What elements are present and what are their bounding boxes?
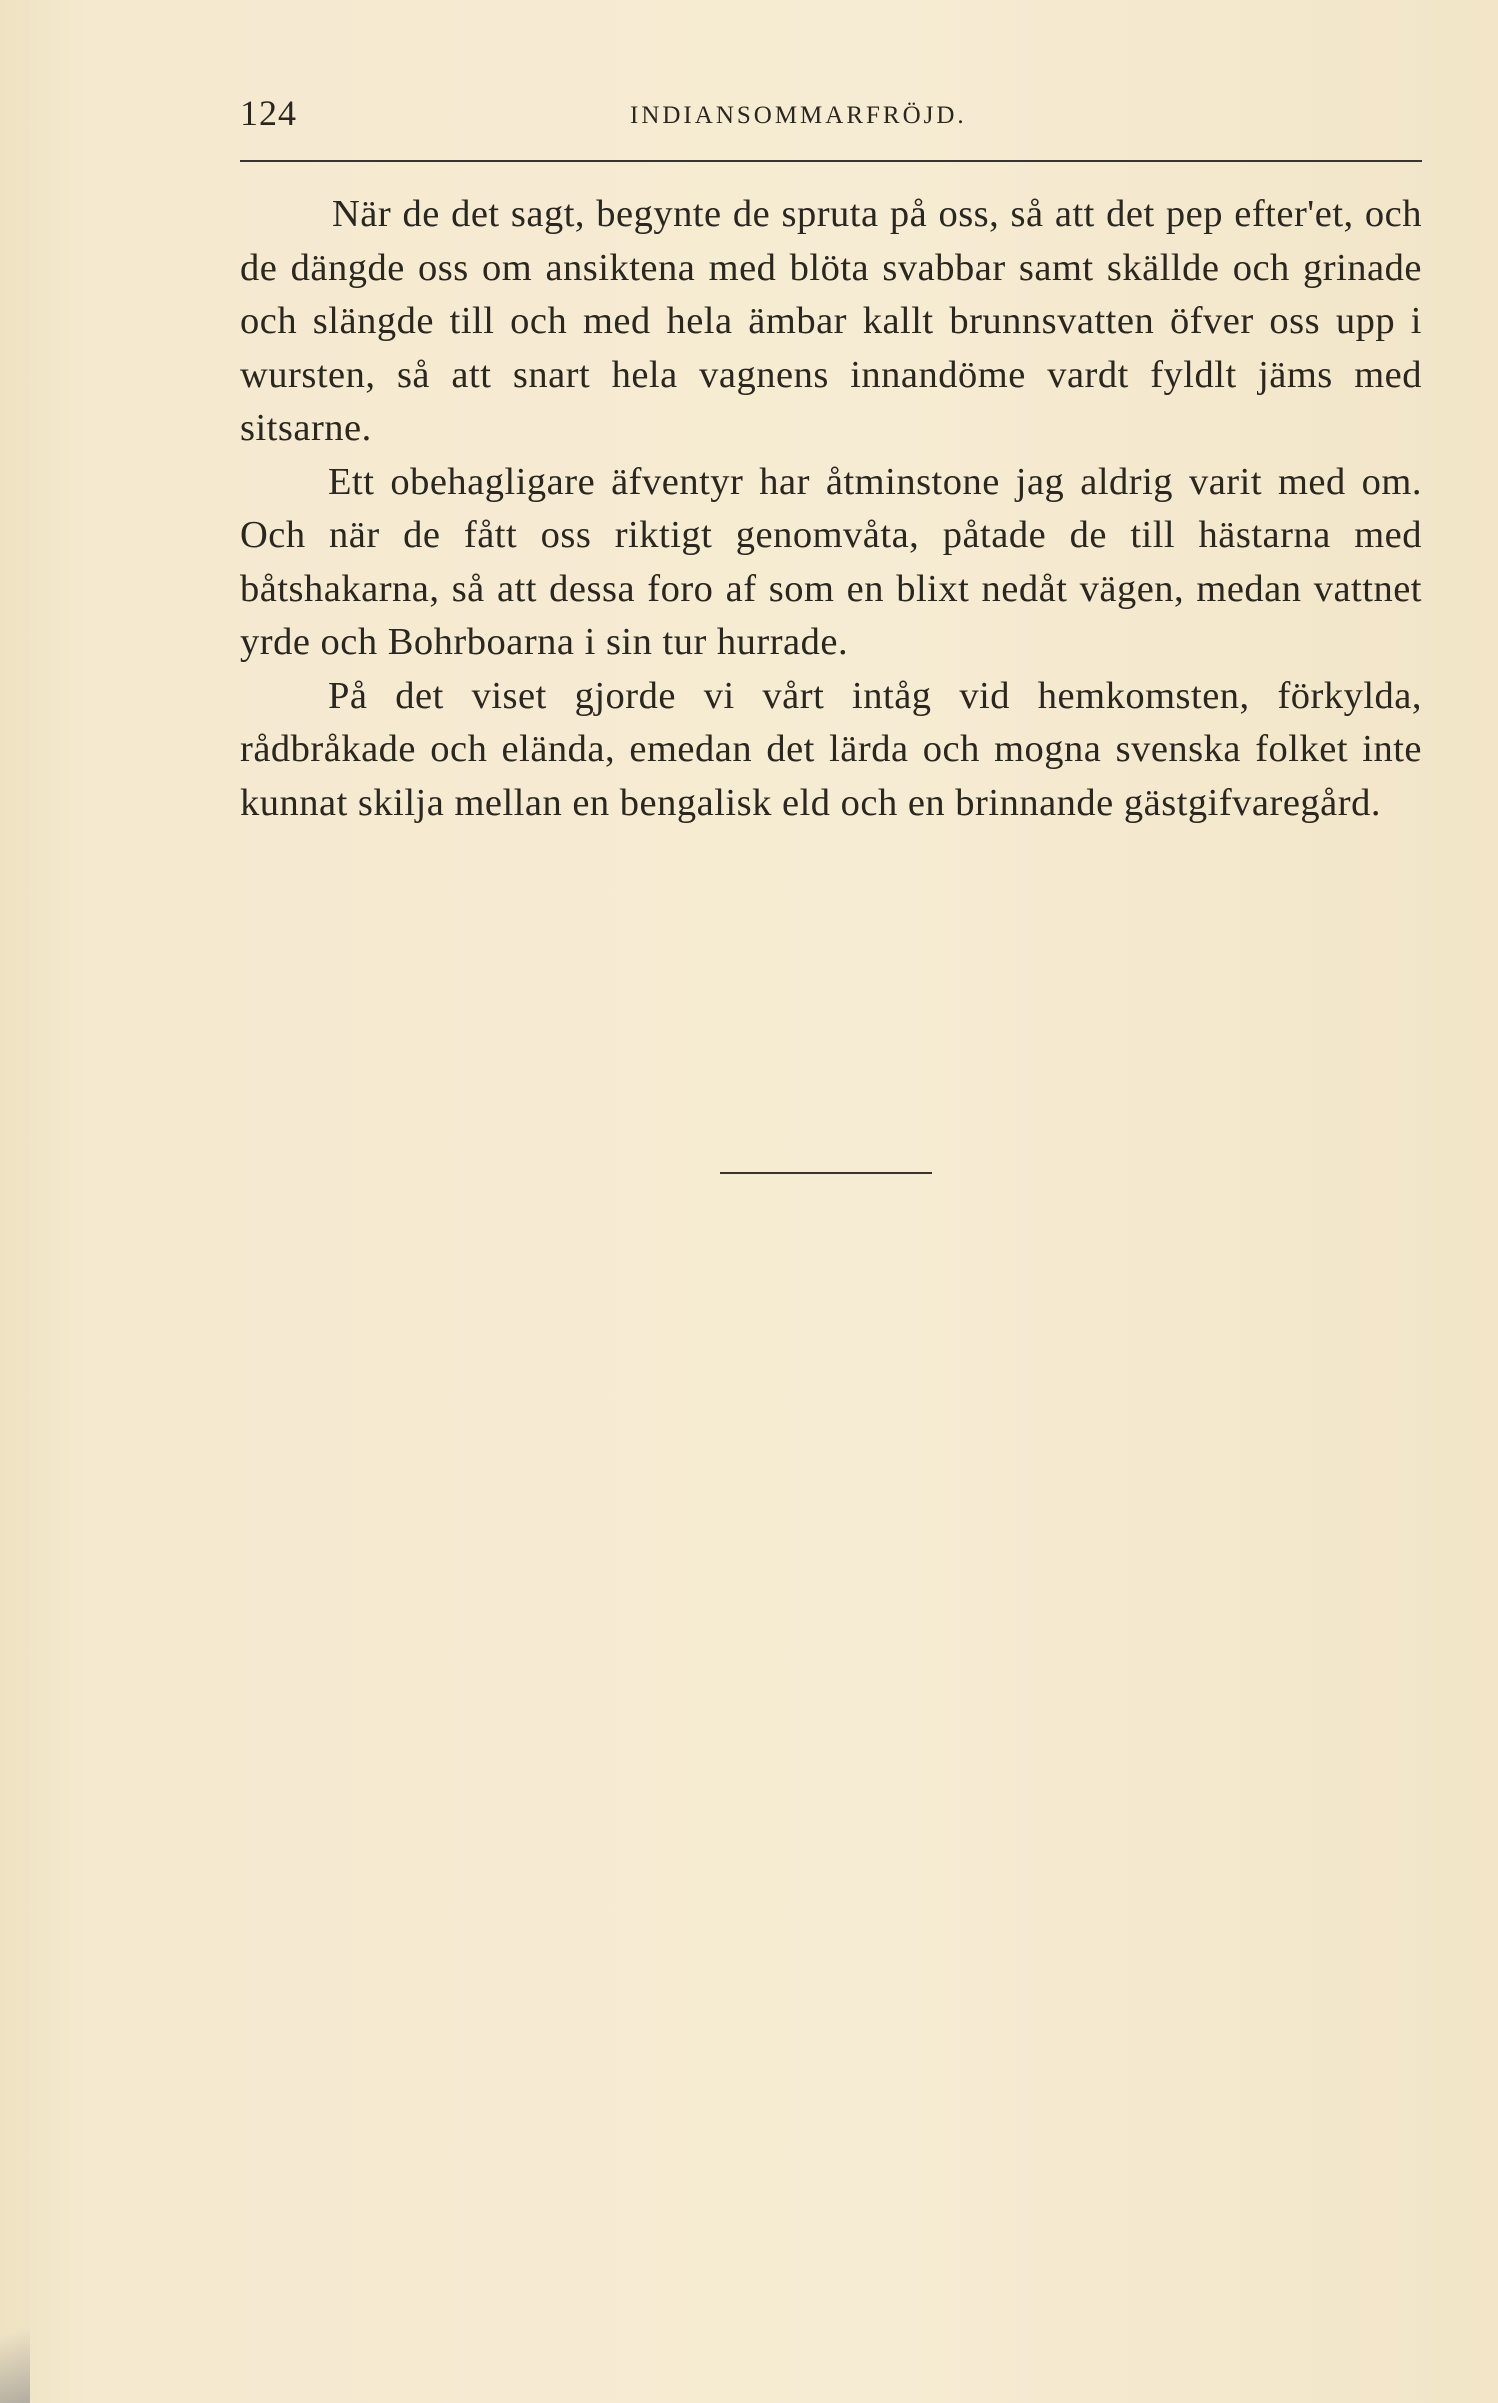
header-rule	[240, 160, 1422, 162]
page-header	[240, 92, 1420, 142]
page-number: 124	[240, 93, 297, 133]
page-edge-shadow	[0, 2283, 30, 2403]
paragraph-2: Ett obehagligare äfventyr har åtminstone jag aldrig varit med om. Och när de fått oss riktigt genomvåta, påtade de till hästarna med båtshakarna, så att dessa foro af som en blixt nedåt vägen, medan vattnet yrde och Bohrboarna i sin tur hurrade.	[240, 460, 1422, 663]
running-title: INDIANSOMMARFRÖJD.	[630, 102, 967, 129]
paragraph-1: När de det sagt, begynte de spruta på oss, så att det pep efter'et, och de dängde oss om ansiktena med blöta svabbar samt skällde och grinade och slängde till och med hela ämbar kallt brunnsvatten öfver oss upp i wursten, så att snart hela vagnens innandöme vardt fyldlt jäms med sitsarne.	[240, 193, 1422, 449]
section-end-rule	[720, 1172, 932, 1174]
body-text	[240, 188, 1422, 830]
paragraph-3: På det viset gjorde vi vårt intåg vid hemkomsten, förkylda, rådbråkade och elända, emedan det lärda och mogna svenska folket inte kunnat skilja mellan en bengalisk eld och en brinnande gästgifvaregård.	[240, 674, 1422, 824]
